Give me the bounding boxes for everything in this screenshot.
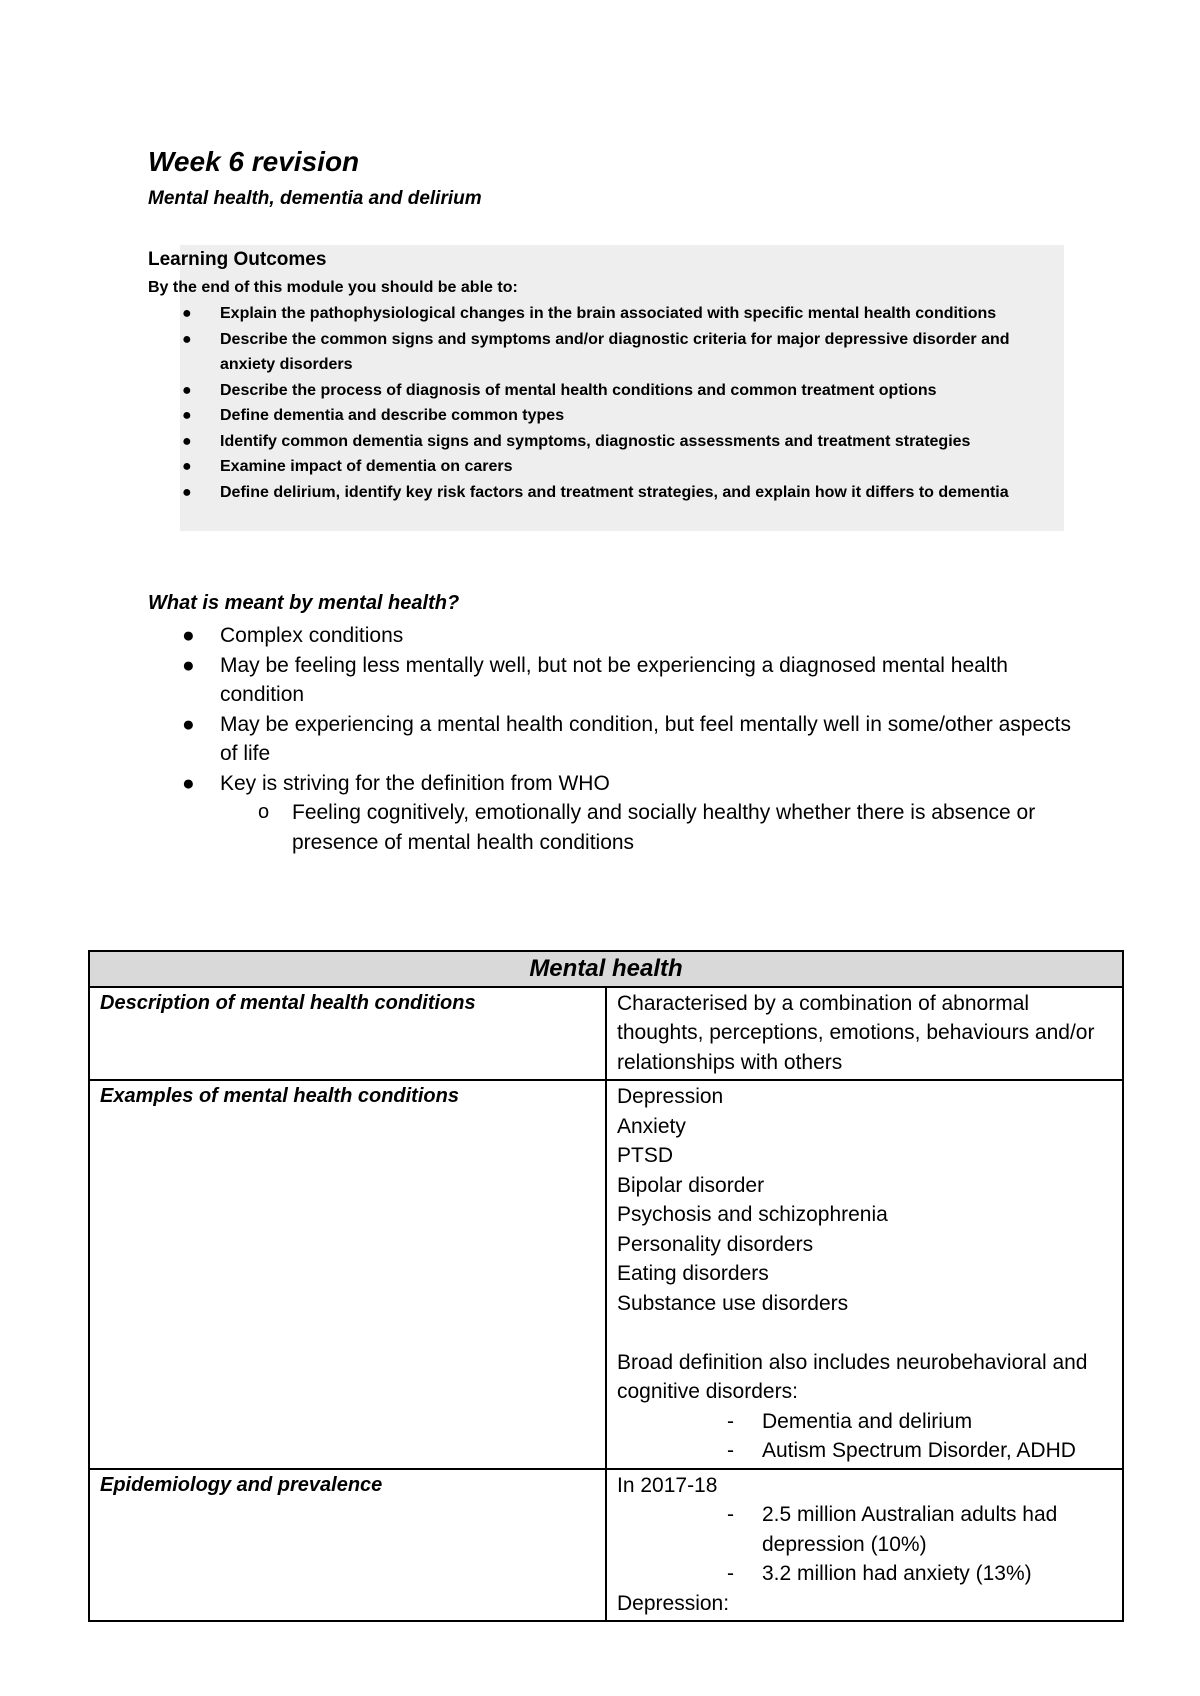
bullet-icon: ● (182, 407, 192, 424)
learning-outcomes-list (146, 301, 1064, 505)
list-item (617, 1500, 1114, 1559)
document-title: Week 6 revision (148, 146, 360, 177)
list-item (146, 429, 1064, 455)
bullet-icon: ● (182, 432, 192, 450)
dash-bullet-icon: - (727, 1503, 734, 1526)
list-item (146, 378, 1064, 404)
dash-list (617, 1500, 1114, 1589)
bullet-icon: ● (182, 458, 192, 475)
learning-outcome-text: Describe the common signs and symptoms and/or diagnostic criteria for major depressive disorder and anxiety disorders (220, 330, 1010, 373)
example-item: PTSD (617, 1144, 674, 1167)
row-label: Examples of mental health conditions (89, 1080, 606, 1469)
list-item (148, 710, 1078, 769)
sub-list (220, 798, 1078, 857)
learning-outcome-text: Explain the pathophysiological changes in the brain associated with specific mental health conditions (220, 305, 997, 322)
sub-list-item (220, 798, 1078, 857)
list-item (617, 1436, 1114, 1466)
example-item: Personality disorders (617, 1232, 814, 1256)
learning-outcome-text: Identify common dementia signs and symptoms, diagnostic assessments and treatment strategies (220, 432, 971, 450)
bullet-icon: ● (182, 771, 195, 795)
learning-outcomes-intro: By the end of this module you should be able to: (148, 279, 518, 296)
hollow-circle-bullet-icon: o (258, 801, 270, 823)
example-item: Substance use disorders (617, 1291, 849, 1315)
example-item: Bipolar disorder (617, 1173, 765, 1197)
dash-bullet-icon: - (727, 1409, 734, 1433)
list-item-text: May be experiencing a mental health condition, but feel mentally well in some/other aspects of life (220, 712, 1071, 765)
list-item-text: Complex conditions (220, 624, 404, 647)
list-item (148, 651, 1078, 710)
list-item (617, 1559, 1114, 1589)
mental-health-list (148, 621, 1078, 857)
epidemiology-intro: In 2017-18 (617, 1473, 718, 1497)
learning-outcome-text: Define delirium, identify key risk factors and treatment strategies, and explain how it differs to dementia (220, 483, 1009, 501)
dash-bullet-icon: - (727, 1562, 734, 1585)
bullet-icon: ● (182, 381, 192, 399)
list-item (148, 621, 1078, 651)
blank-line (617, 1318, 1114, 1348)
list-item-text: Key is striving for the definition from WHO (220, 771, 610, 795)
table-header-row (89, 951, 1123, 987)
epidemiology-footer: Depression: (617, 1591, 730, 1615)
bullet-icon: ● (182, 305, 192, 322)
dash-list (617, 1407, 1114, 1466)
list-item-text: Autism Spectrum Disorder, ADHD (762, 1439, 1076, 1462)
learning-outcomes-box (146, 245, 1064, 531)
row-content: Characterised by a combination of abnormal thoughts, perceptions, emotions, behaviours and/or relationships with others (606, 987, 1123, 1081)
section-heading-mental-health: What is meant by mental health? (148, 592, 460, 614)
row-content (606, 1080, 1123, 1469)
bullet-icon: ● (182, 483, 192, 501)
list-item (146, 403, 1064, 429)
list-item (146, 480, 1064, 506)
bullet-icon: ● (182, 712, 195, 736)
list-item-text: 2.5 million Australian adults had depression (10%) (762, 1503, 1058, 1556)
bullet-icon: ● (182, 624, 195, 647)
bullet-icon: ● (182, 653, 195, 677)
list-item (146, 454, 1064, 480)
row-content (606, 1469, 1123, 1622)
list-item (148, 769, 1078, 858)
learning-outcome-text: Examine impact of dementia on carers (220, 458, 513, 475)
list-item (146, 327, 1064, 378)
list-item (617, 1407, 1114, 1437)
table-header: Mental health (89, 951, 1123, 987)
bullet-icon: ● (182, 330, 192, 348)
example-item: Anxiety (617, 1114, 686, 1138)
row-label: Epidemiology and prevalence (89, 1469, 606, 1622)
document-subtitle: Mental health, dementia and delirium (148, 188, 482, 209)
learning-outcome-text: Describe the process of diagnosis of mental health conditions and common treatment options (220, 381, 937, 399)
learning-outcome-text: Define dementia and describe common types (220, 407, 565, 424)
example-item: Psychosis and schizophrenia (617, 1203, 888, 1226)
table-row (89, 1469, 1123, 1622)
example-item: Eating disorders (617, 1262, 769, 1285)
learning-outcomes-heading: Learning Outcomes (148, 249, 327, 270)
list-item-text: 3.2 million had anxiety (13%) (762, 1562, 1032, 1585)
mental-health-table (88, 950, 1124, 1622)
dash-bullet-icon: - (727, 1439, 734, 1462)
example-item: Depression (617, 1085, 724, 1108)
list-item-text: May be feeling less mentally well, but not be experiencing a diagnosed mental health condition (220, 653, 1008, 706)
row-label: Description of mental health conditions (89, 987, 606, 1081)
table-row (89, 987, 1123, 1081)
definition-note: Broad definition also includes neurobehavioral and cognitive disorders: (617, 1350, 1088, 1403)
table-row (89, 1080, 1123, 1469)
list-item-text: Dementia and delirium (762, 1409, 973, 1433)
list-item (146, 301, 1064, 327)
sub-list-item-text: Feeling cognitively, emotionally and socially healthy whether there is absence or presence of mental health conditions (292, 801, 1036, 854)
